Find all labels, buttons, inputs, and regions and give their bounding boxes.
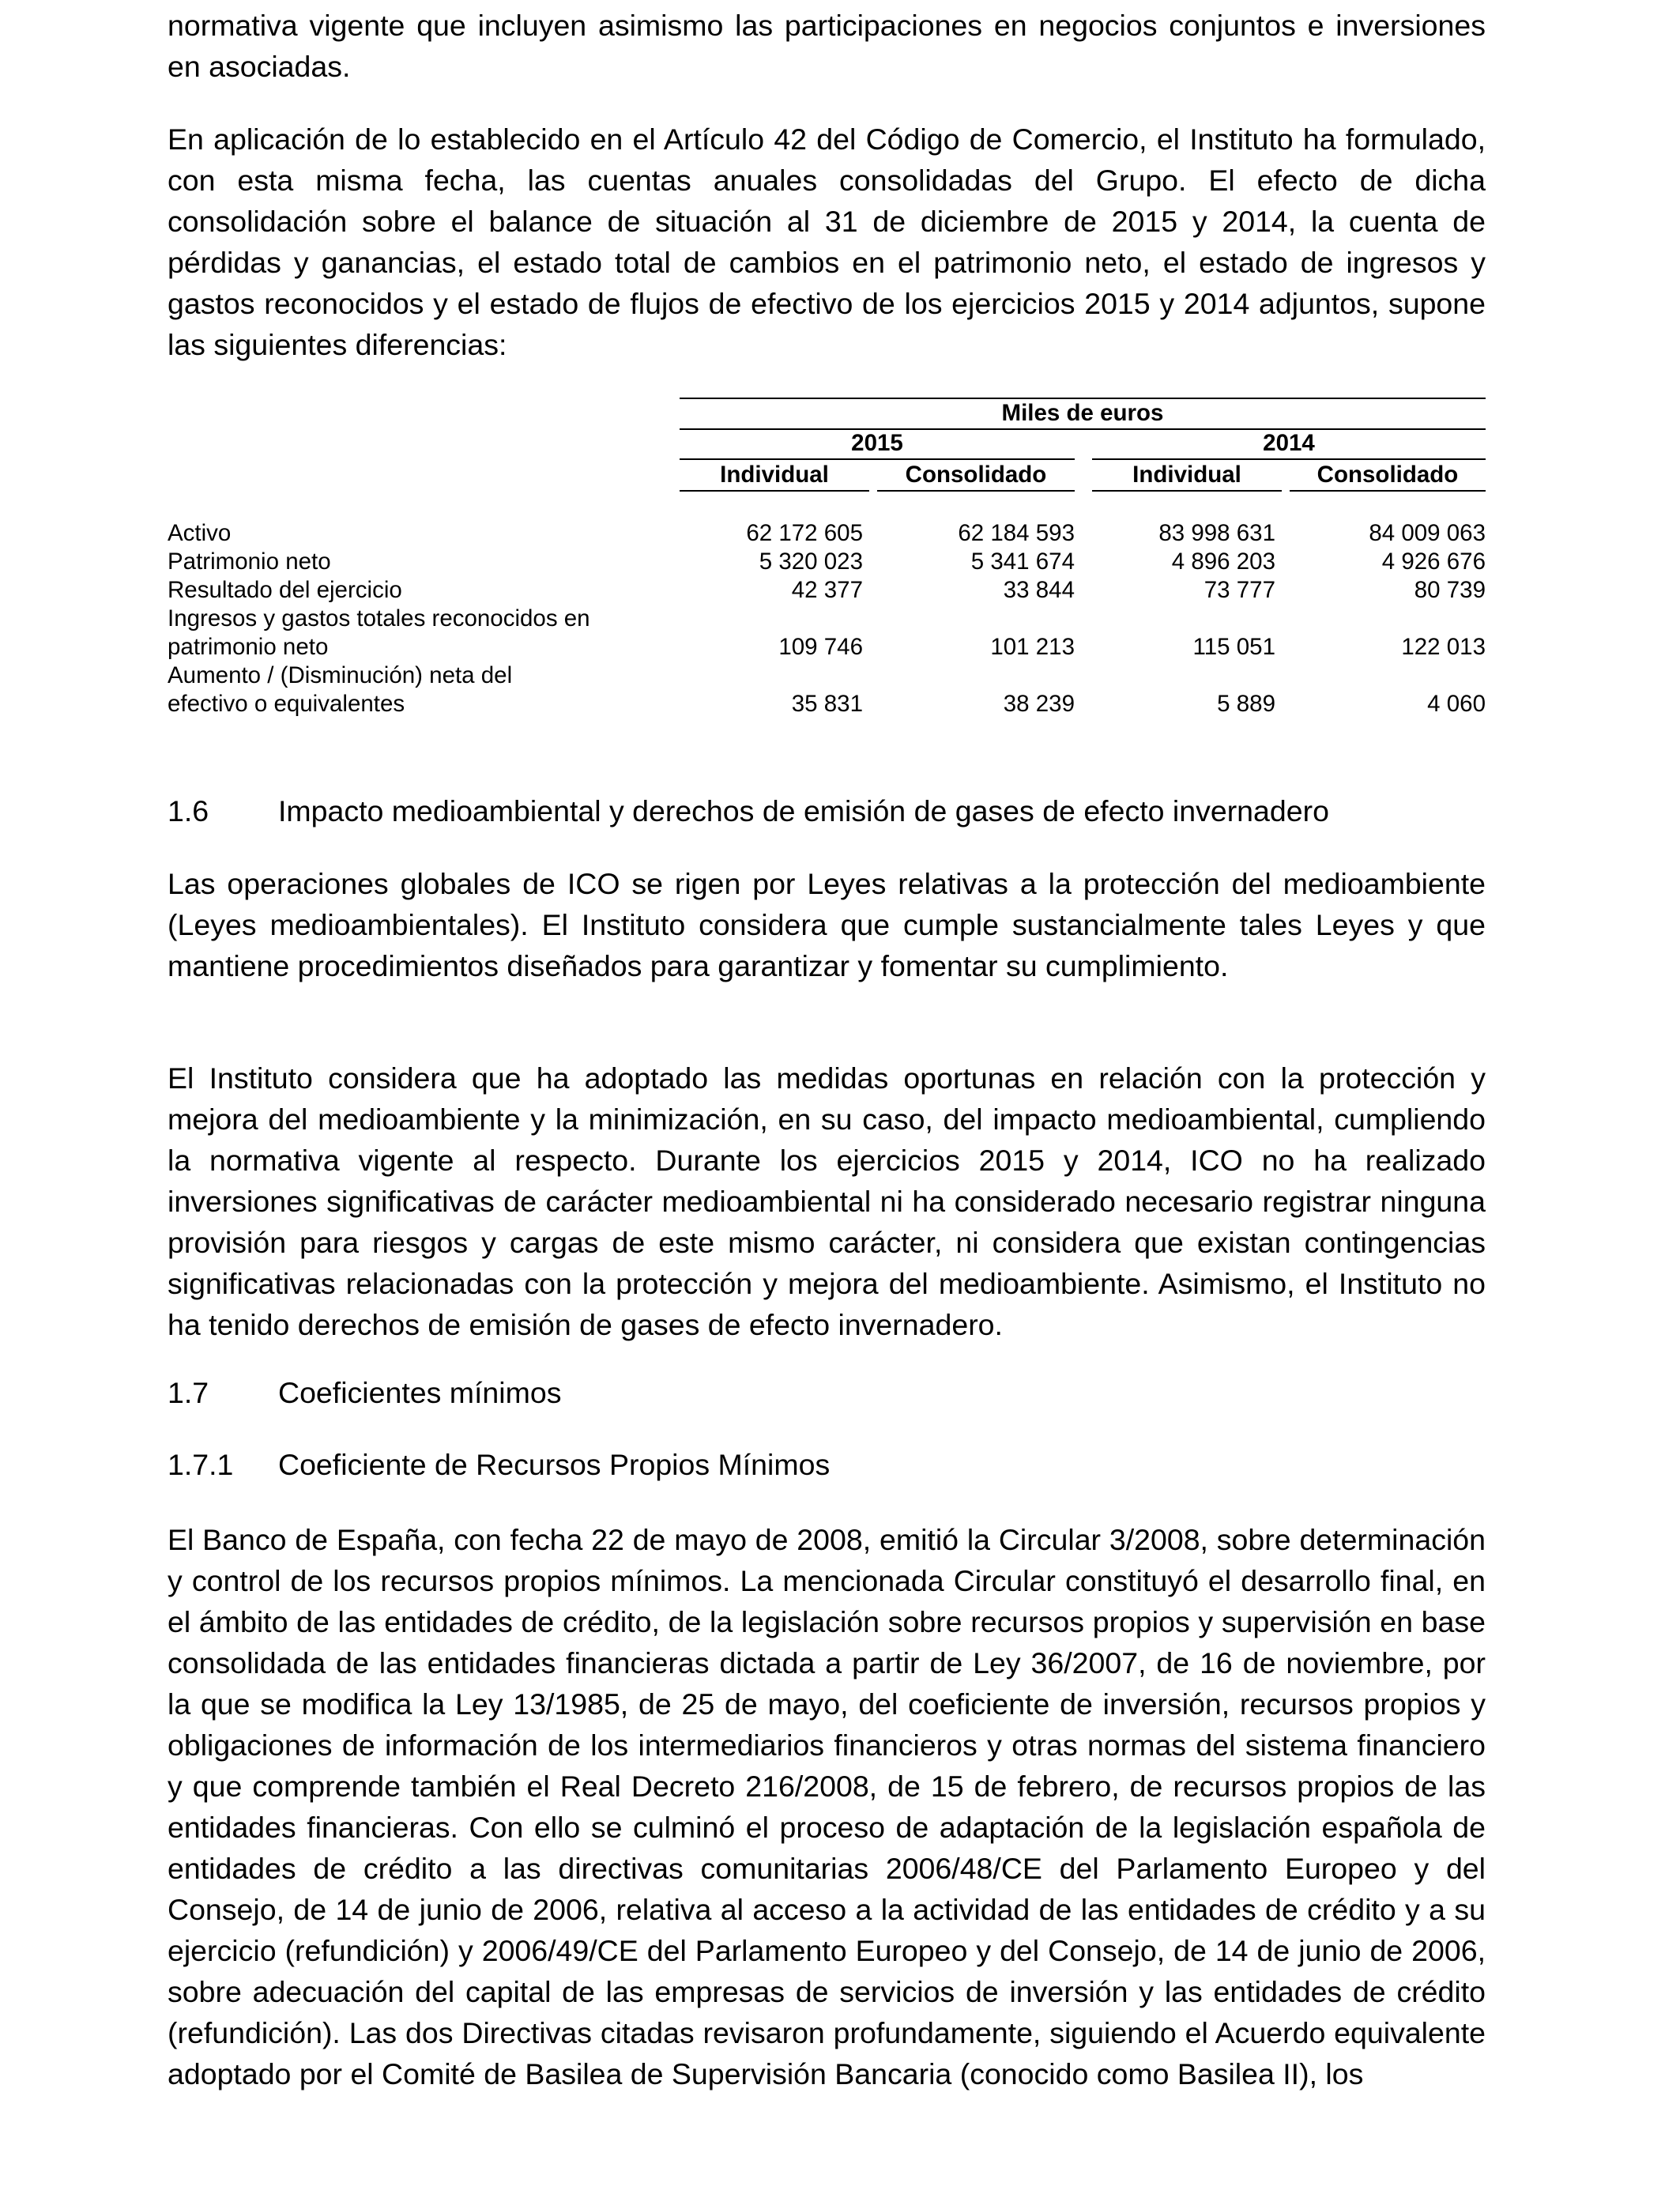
table-cell: 73 777 xyxy=(1203,577,1275,603)
row-label-resultado: Resultado del ejercicio xyxy=(168,577,402,603)
table-cell: 4 896 203 xyxy=(1171,548,1275,575)
table-cell: 42 377 xyxy=(791,577,863,603)
section-heading-1-7 xyxy=(168,1372,1486,1413)
row-label-activo: Activo xyxy=(168,520,232,546)
intro-paragraph: normativa vigente que incluyen asimismo las participaciones en negocios conjuntos e inversiones en asociadas. xyxy=(168,9,1486,83)
table-cell: 35 831 xyxy=(791,691,863,717)
table-cell: 33 844 xyxy=(1003,577,1075,603)
table-cell: 101 213 xyxy=(990,634,1075,660)
year-rule-2014 xyxy=(1092,458,1486,460)
table-cell: 4 926 676 xyxy=(1381,548,1486,575)
table-cell: 109 746 xyxy=(778,634,863,660)
section-number: 1.7 xyxy=(168,1376,209,1409)
section-number: 1.7.1 xyxy=(168,1448,234,1481)
table-cell: 62 172 605 xyxy=(746,520,863,546)
column-rule-4 xyxy=(1290,490,1486,492)
section-title: Coeficientes mínimos xyxy=(278,1376,562,1409)
column-header-consolidado-2014: Consolidado xyxy=(1317,462,1459,488)
table-cell: 4 060 xyxy=(1427,691,1486,717)
table-cell: 62 184 593 xyxy=(958,520,1075,546)
column-header-consolidado-2015: Consolidado xyxy=(905,462,1047,488)
column-rule-2 xyxy=(877,490,1075,492)
year-header-2015: 2015 xyxy=(851,430,903,456)
year-header-2014: 2014 xyxy=(1263,430,1315,456)
table-cell: 38 239 xyxy=(1003,691,1075,717)
year-rule-2015 xyxy=(680,458,1075,460)
capital-requirements-paragraph: El Banco de España, con fecha 22 de mayo de 2008, emitió la Circular 3/2008, sobre determinación y control de los recursos propios mínimos. La mencionada Circular constituyó el desarrollo final, en el ámbito de las entidades de crédito, de la legislación sobre recursos propios y supervisión en base consolidada de las entidades financieras dictada a partir de Ley 36/2007, de 16 de noviembre, por la que se modifica la Ley 13/1985, de 25 de mayo, del coeficiente de inversión, recursos propios y obligaciones de información de los intermediarios financieros y otras normas del sistema financiero y que comprende también el Real Decreto 216/2008, de 15 de febrero, de recursos propios de las entidades financieras. Con ello se culminó el proceso de adaptación de la legislación española de entidades de crédito a las directivas comunitarias 2006/48/CE del Parlamento Europeo y del Consejo, de 14 de junio de 2006, relativa al acceso a la actividad de las entidades de crédito y a su ejercicio (refundición) y 2006/49/CE del Parlamento Europeo y del Consejo, de 14 de junio de 2006, sobre adecuación del capital de las empresas de servicios de inversión y las entidades de crédito (refundición). Las dos Directivas citadas revisaron profundamente, siguiendo el Acuerdo equivalente adoptado por el Comité de Basilea de Supervisión Bancaria (conocido como Basilea II), los xyxy=(168,1523,1486,2090)
table-cell: 115 051 xyxy=(1192,634,1275,660)
environment-paragraph-2: El Instituto considera que ha adoptado las medidas oportunas en relación con la protección y mejora del medioambiente y la minimización, en su caso, del impacto medioambiental, cumpliendo la normativa vigente al respecto. Durante los ejercicios 2015 y 2014, ICO no ha realizado inversiones significativas de carácter medioambiental ni ha considerado necesario registrar ninguna provisión para riesgos y cargas de este mismo carácter, ni considera que existan contingencias significativas relacionadas con la protección y mejora del medioambiente. Asimismo, el Instituto no ha tenido derechos de emisión de gases de efecto invernadero. xyxy=(168,1061,1486,1341)
column-header-individual-2014: Individual xyxy=(1132,462,1241,488)
section-title: Coeficiente de Recursos Propios Mínimos xyxy=(278,1448,831,1481)
environment-paragraph-1: Las operaciones globales de ICO se rigen por Leyes relativas a la protección del medioambiente (Leyes medioambientales). El Instituto considera que cumple sustancialmente tales Leyes y que mantiene procedimientos diseñados para garantizar y fomentar su cumplimiento. xyxy=(168,867,1486,982)
table-cell: 5 341 674 xyxy=(970,548,1075,575)
row-label-aumento-line2: efectivo o equivalentes xyxy=(168,691,405,717)
table-cell: 80 739 xyxy=(1414,577,1486,603)
row-label-aumento-line1: Aumento / (Disminución) neta del xyxy=(168,662,513,688)
table-cell: 122 013 xyxy=(1401,634,1486,660)
column-rule-1 xyxy=(680,490,869,492)
section-number: 1.6 xyxy=(168,794,209,827)
consolidation-paragraph: En aplicación de lo establecido en el Artículo 42 del Código de Comercio, el Instituto ha formulado, con esta misma fecha, las cuentas anuales consolidadas del Grupo. El efecto de dicha consolidación sobre el balance de situación al 31 de diciembre de 2015 y 2014, la cuenta de pérdidas y ganancias, el estado total de cambios en el patrimonio neto, el estado de ingresos y gastos reconocidos y el estado de flujos de efectivo de los ejercicios 2015 y 2014 adjuntos, supone las siguientes diferencias: xyxy=(168,123,1486,361)
column-rule-3 xyxy=(1092,490,1282,492)
table-cell: 84 009 063 xyxy=(1369,520,1486,546)
consolidation-table xyxy=(168,393,1486,725)
column-header-individual-2015: Individual xyxy=(720,462,829,488)
section-heading-1-6 xyxy=(168,790,1486,831)
row-label-ingresos-line1: Ingresos y gastos totales reconocidos en xyxy=(168,605,590,631)
section-heading-1-7-1 xyxy=(168,1444,1486,1485)
row-label-ingresos-line2: patrimonio neto xyxy=(168,634,329,660)
table-cell: 5 889 xyxy=(1217,691,1275,717)
unit-header: Miles de euros xyxy=(1001,400,1164,426)
section-title: Impacto medioambiental y derechos de emisión de gases de efecto invernadero xyxy=(278,794,1329,827)
table-cell: 5 320 023 xyxy=(759,548,863,575)
table-cell: 83 998 631 xyxy=(1158,520,1275,546)
row-label-patrimonio-neto: Patrimonio neto xyxy=(168,548,331,575)
